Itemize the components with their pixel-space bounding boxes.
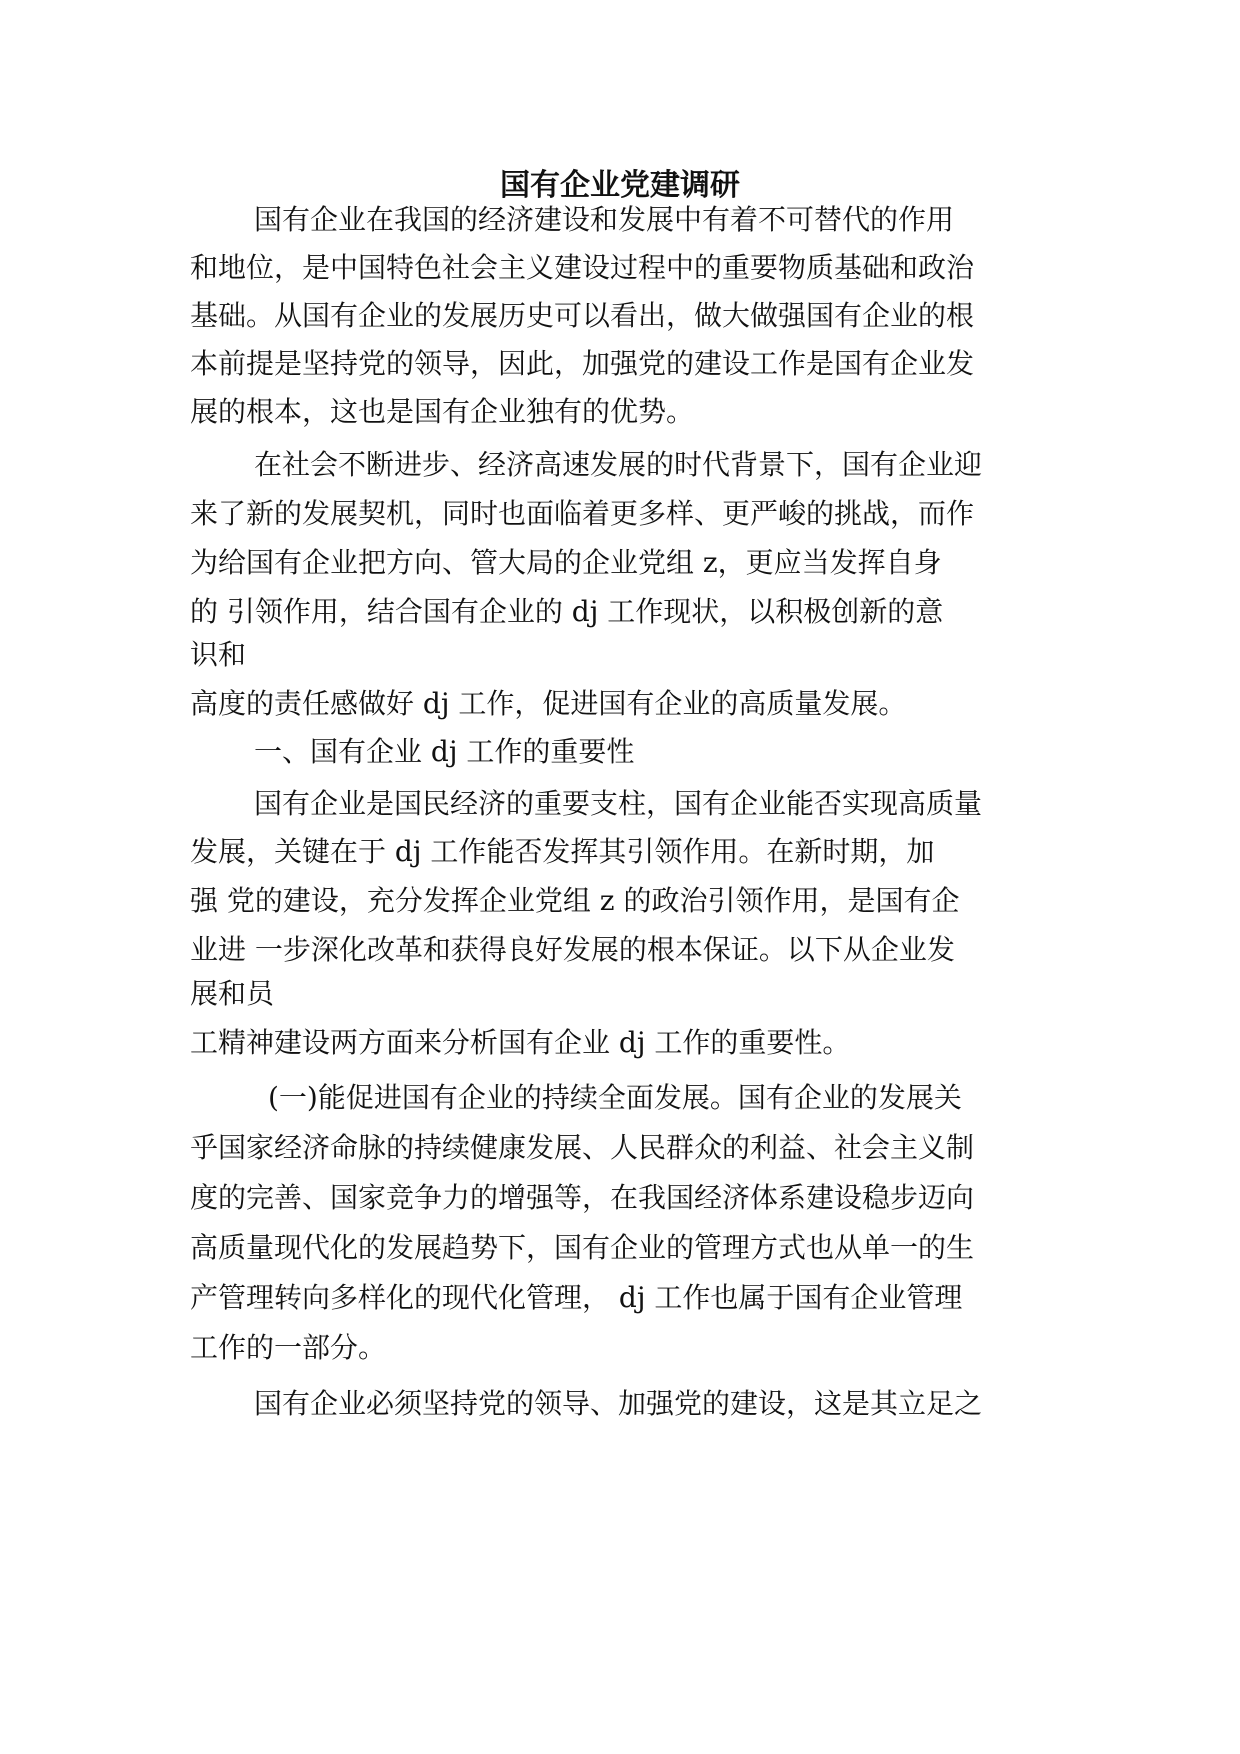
paragraph-line: 发展，关键在于 dj 工作能否发挥其引领作用。在新时期，加 (190, 835, 935, 868)
paragraph-line: 和地位，是中国特色社会主义建设过程中的重要物质基础和政治 (190, 251, 975, 284)
paragraph-line: 展和员 (190, 977, 275, 1010)
paragraph-line: 国有企业在我国的经济建设和发展中有着不可替代的作用 (254, 203, 955, 236)
paragraph-line: 产管理转向多样化的现代化管理， dj 工作也属于国有企业管理 (190, 1281, 963, 1314)
paragraph-line: 强 党的建设，充分发挥企业党组 z 的政治引领作用，是国有企 (190, 884, 960, 917)
document-title: 国有企业党建调研 (500, 168, 740, 203)
paragraph-line: 的 引领作用，结合国有企业的 dj 工作现状，以积极创新的意 (190, 595, 944, 628)
paragraph-line: 工精神建设两方面来分析国有企业 dj 工作的重要性。 (190, 1026, 851, 1059)
paragraph-line: 展的根本，这也是国有企业独有的优势。 (190, 395, 695, 428)
subsection-heading: (一)能促进国有企业的持续全面发展。国有企业的发展关 (268, 1081, 962, 1114)
paragraph-line: 高度的责任感做好 dj 工作，促进国有企业的高质量发展。 (190, 687, 907, 720)
paragraph-line: 为给国有企业把方向、管大局的企业党组 z，更应当发挥自身 (190, 546, 942, 579)
paragraph-line: 度的完善、国家竞争力的增强等，在我国经济体系建设稳步迈向 (190, 1181, 975, 1214)
paragraph-line: 基础。从国有企业的发展历史可以看出，做大做强国有企业的根 (190, 299, 975, 332)
paragraph-line: 乎国家经济命脉的持续健康发展、人民群众的利益、社会主义制 (190, 1131, 975, 1164)
paragraph-line: 来了新的发展契机，同时也面临着更多样、更严峻的挑战，而作 (190, 497, 975, 530)
paragraph-line: 工作的一部分。 (190, 1331, 387, 1364)
section-heading: 一、国有企业 dj 工作的重要性 (254, 735, 635, 768)
paragraph-line: 业进 一步深化改革和获得良好发展的根本保证。以下从企业发 (190, 933, 955, 966)
paragraph-line: 在社会不断进步、经济高速发展的时代背景下，国有企业迎 (254, 448, 983, 481)
paragraph-line: 高质量现代化的发展趋势下，国有企业的管理方式也从单一的生 (190, 1231, 975, 1264)
paragraph-line: 国有企业是国民经济的重要支柱，国有企业能否实现高质量 (254, 787, 983, 820)
paragraph-line: 本前提是坚持党的领导，因此，加强党的建设工作是国有企业发 (190, 347, 975, 380)
paragraph-line: 国有企业必须坚持党的领导、加强党的建设，这是其立足之 (254, 1387, 983, 1420)
paragraph-line: 识和 (190, 638, 247, 671)
